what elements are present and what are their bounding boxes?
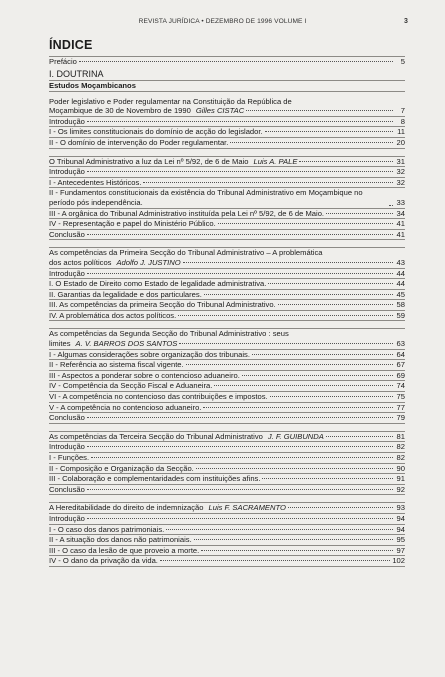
dot-leader	[166, 529, 393, 530]
toc-entry-page: 44	[396, 268, 405, 278]
dot-leader	[204, 294, 393, 295]
toc-entry	[49, 188, 405, 208]
dot-leader	[87, 171, 393, 172]
toc-entry-label: II - O domínio de intervenção do Poder regulamentar.	[49, 137, 229, 147]
toc-entry-page: 64	[396, 349, 405, 359]
toc-article	[49, 156, 405, 241]
toc-articles	[49, 97, 405, 567]
dot-leader	[186, 364, 393, 365]
article-author: Adolfo J. JUSTINO	[116, 257, 181, 267]
toc-entry	[49, 350, 405, 361]
dot-leader	[87, 489, 393, 490]
article-title-entry	[49, 432, 405, 443]
toc-entry	[49, 556, 405, 567]
dot-leader	[230, 142, 393, 143]
toc-entry-label: IV. A problemática dos actos políticos.	[49, 310, 177, 320]
toc-entry-label: II - Fundamentos constitucionais da existência do Tribunal Administrativo em Moçambique no período pós independência.	[49, 188, 363, 207]
page-number: 3	[404, 18, 408, 25]
toc-preface-entry	[49, 57, 405, 67]
toc-entry-label: II - Referência ao sistema fiscal vigente.	[49, 360, 184, 370]
toc-entry-page: 79	[396, 413, 405, 423]
toc-entry	[49, 138, 405, 149]
dot-leader	[389, 205, 393, 206]
toc-entry-label: III - Colaboração e complementaridades com instituições afins.	[49, 474, 261, 484]
dot-leader	[196, 468, 393, 469]
toc-entry	[49, 546, 405, 557]
dot-leader	[87, 121, 393, 122]
toc-entry	[49, 381, 405, 392]
article-title-entry	[49, 106, 405, 117]
toc-entry-label: I - Antecedentes Históricos.	[49, 177, 142, 187]
toc-entry-label: II - A situação dos danos não patrimoniais.	[49, 535, 192, 545]
dot-leader	[178, 315, 393, 316]
subsection-heading: Estudos Moçambicanos	[49, 81, 405, 92]
toc-entry-page: 94	[396, 513, 405, 523]
toc-entry-page: 34	[396, 208, 405, 218]
toc-entry-label: II. Garantias da legalidade e dos particulares.	[49, 289, 202, 299]
dot-leader	[201, 550, 393, 551]
dot-leader	[246, 110, 393, 111]
article-title-entry	[49, 503, 405, 514]
toc-article	[49, 502, 405, 567]
toc-article	[49, 431, 405, 496]
toc-entry	[49, 279, 405, 290]
toc-entry	[49, 117, 405, 128]
toc-entry	[49, 371, 405, 382]
dot-leader	[262, 478, 393, 479]
article-title-line: As competências da Primeira Secção do Tribunal Administrativo – A problemática	[49, 248, 323, 258]
toc-entry-label: Introdução	[49, 442, 85, 452]
dot-leader	[265, 131, 393, 132]
toc-entry-label: II - Composição e Organização da Secção.	[49, 463, 194, 473]
article-author: J. F. GUIBUNDA	[267, 431, 324, 441]
table-of-contents	[49, 38, 405, 567]
toc-entry	[49, 167, 405, 178]
toc-preface-group	[49, 56, 405, 67]
article-title: As competências da Terceira Secção do Tribunal Administrativo	[49, 431, 263, 441]
dot-leader	[183, 262, 393, 263]
dot-leader	[87, 417, 393, 418]
toc-entry-label: IV - Representação e papel do Ministério Público.	[49, 219, 216, 229]
toc-entry-page: 59	[396, 310, 405, 320]
toc-entry-page: 41	[396, 219, 405, 229]
toc-entry-label: I - O caso dos danos patrimoniais.	[49, 524, 165, 534]
dot-leader	[326, 213, 393, 214]
toc-entry-label: VI - A competência no contencioso das contribuições e impostos.	[49, 392, 268, 402]
toc-entry-label: Conclusão	[49, 229, 85, 239]
dot-leader	[87, 234, 393, 235]
toc-entry-label: I. O Estado de Direito como Estado de legalidade administrativa.	[49, 279, 267, 289]
toc-entry-label: Introdução	[49, 116, 85, 126]
toc-entry	[49, 413, 405, 424]
toc-entry	[49, 311, 405, 322]
dot-leader	[87, 518, 393, 519]
toc-entry	[49, 269, 405, 280]
toc-entry-page: 33	[396, 197, 405, 207]
toc-entry-page: 75	[396, 392, 405, 402]
toc-article	[49, 328, 405, 423]
dot-leader	[203, 407, 393, 408]
dot-leader	[214, 385, 393, 386]
dot-leader	[218, 223, 393, 224]
toc-article	[49, 97, 405, 149]
toc-entry-label: III - A orgânica do Tribunal Administrativo instituída pela Lei nº 5/92, de 6 de Maio.	[49, 208, 325, 218]
article-title: Moçambique de 30 de Novembro de 1990	[49, 106, 191, 116]
toc-entry-page: 94	[396, 524, 405, 534]
toc-entry-page: 44	[396, 279, 405, 289]
toc-entry-label: IV - Competência da Secção Fiscal e Aduaneira.	[49, 381, 213, 391]
dot-leader	[160, 560, 390, 561]
toc-entry-label: Conclusão	[49, 413, 85, 423]
article-page: 43	[396, 257, 405, 267]
article-title: A Hereditabilidade do direito de indemnização	[49, 503, 204, 513]
toc-entry-page: 45	[396, 289, 405, 299]
article-author: Luis F. SACRAMENTO	[208, 503, 286, 513]
article-title: dos actos políticos	[49, 257, 112, 267]
index-title: ÍNDICE	[49, 38, 93, 52]
dot-leader	[87, 273, 393, 274]
toc-entry-page: 5	[400, 57, 405, 66]
toc-entry	[49, 485, 405, 496]
dot-leader	[278, 304, 393, 305]
dot-leader	[194, 539, 393, 540]
toc-entry-label: I - Funções.	[49, 453, 90, 462]
toc-entry-page: 11	[397, 127, 405, 137]
article-page: 81	[396, 431, 405, 441]
toc-entry-label: Conclusão	[49, 484, 85, 494]
dot-leader	[252, 354, 393, 355]
toc-entry-label: Prefácio	[49, 57, 77, 66]
toc-entry-page: 58	[396, 300, 405, 310]
toc-entry	[49, 474, 405, 485]
toc-entry-page: 92	[396, 484, 405, 494]
toc-entry	[49, 230, 405, 241]
article-title-entry	[49, 258, 405, 269]
toc-entry-label: Introdução	[49, 268, 85, 278]
toc-entry-page: 20	[396, 137, 405, 147]
article-title: O Tribunal Administrativo a luz da Lei nº 5/92, de 6 de Maio	[49, 156, 249, 166]
article-page: 93	[396, 503, 405, 513]
toc-entry-page: 90	[396, 463, 405, 473]
dot-leader	[299, 161, 393, 162]
toc-entry	[49, 514, 405, 525]
toc-entry-label: V - A competência no contencioso aduaneiro.	[49, 402, 202, 412]
dot-leader	[288, 507, 393, 508]
toc-entry-page: 77	[396, 402, 405, 412]
dot-leader	[87, 446, 393, 447]
dot-leader	[179, 343, 393, 344]
toc-entry-label: III - Aspectos a ponderar sobre o contencioso aduaneiro.	[49, 370, 240, 380]
toc-entry-label: Introdução	[49, 513, 85, 523]
article-title-entry	[49, 339, 405, 350]
toc-entry	[49, 209, 405, 220]
dot-leader	[270, 396, 393, 397]
section-heading: I. DOUTRINA	[49, 69, 405, 81]
toc-entry-page: 32	[396, 177, 405, 187]
article-author: Luis A. PALE	[253, 156, 298, 166]
toc-entry	[49, 219, 405, 230]
article-author: Gilles CISTAC	[195, 106, 245, 116]
toc-entry-label: IV - O dano da privação da vida.	[49, 556, 158, 566]
toc-entry	[49, 392, 405, 403]
toc-entry-page: 102	[392, 556, 405, 566]
toc-entry	[49, 535, 405, 546]
toc-entry-label: I - Os limites constitucionais do domínio de acção do legislador.	[49, 127, 263, 137]
article-title-entry	[49, 157, 405, 168]
toc-entry-page: 95	[396, 535, 405, 545]
toc-entry-page: 91	[396, 474, 405, 484]
toc-entry	[49, 360, 405, 371]
toc-entry	[49, 525, 405, 536]
article-title: limites	[49, 339, 71, 349]
toc-entry-page: 97	[396, 545, 405, 555]
toc-entry	[49, 403, 405, 414]
dot-leader	[242, 375, 393, 376]
toc-entry	[49, 290, 405, 301]
toc-entry-page: 82	[396, 453, 405, 462]
toc-article	[49, 247, 405, 321]
article-title-line: As competências da Segunda Secção do Tribunal Administrativo : seus	[49, 329, 289, 339]
toc-entry	[49, 464, 405, 475]
toc-entry-page: 67	[396, 360, 405, 370]
dot-leader	[268, 283, 393, 284]
toc-entry-label: I - Algumas considerações sobre organização dos tribunais.	[49, 349, 250, 359]
dot-leader	[326, 436, 393, 437]
toc-entry-page: 82	[396, 442, 405, 452]
toc-entry	[49, 127, 405, 138]
toc-entry-page: 32	[396, 167, 405, 177]
toc-entry-page: 41	[396, 229, 405, 239]
toc-entry-label: III - O caso da lesão de que proveio a morte.	[49, 545, 200, 555]
journal-title: REVISTA JURÍDICA • DEZEMBRO DE 1996 VOLUME I	[138, 18, 307, 25]
toc-entry-page: 8	[400, 116, 405, 126]
article-title-line: Poder legislativo e Poder regulamentar na Constituição da República de	[49, 96, 292, 106]
toc-entry-label: III. As competências da primeira Secção do Tribunal Administrativo.	[49, 300, 276, 310]
dot-leader	[79, 61, 393, 62]
article-author: A. V. BARROS DOS SANTOS	[75, 339, 178, 349]
toc-entry	[49, 442, 405, 453]
toc-entry-page: 69	[396, 370, 405, 380]
dot-leader	[91, 457, 393, 458]
toc-entry	[49, 300, 405, 311]
toc-entry	[49, 178, 405, 189]
toc-entry-page: 74	[396, 381, 405, 391]
dot-leader	[143, 182, 393, 183]
toc-entry-label: Introdução	[49, 167, 85, 177]
article-page: 7	[400, 106, 405, 116]
article-page: 31	[396, 156, 405, 166]
article-page: 63	[396, 339, 405, 349]
toc-entry	[49, 453, 405, 464]
